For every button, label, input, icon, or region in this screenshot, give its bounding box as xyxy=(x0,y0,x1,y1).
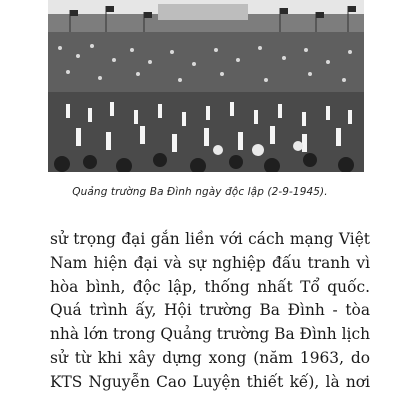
body-line: nhà lớn trong Quảng trường Ba Đình lịch xyxy=(50,325,370,344)
body-line: Nam hiện đại và sự nghiệp đấu tranh vì xyxy=(50,253,370,272)
photo-caption: Quảng trường Ba Đình ngày độc lập (2-9-1945). xyxy=(72,186,328,198)
body-line: sử trọng đại gắn liền với cách mạng Việt xyxy=(50,230,370,248)
body-line: Quá trình ấy, Hội trường Ba Đình - tòa xyxy=(50,301,370,320)
historical-photo-crowd xyxy=(48,0,364,172)
body-line: KTS Nguyễn Cao Luyện thiết kế), là nơi xyxy=(50,372,370,391)
crowd-photo-illustration xyxy=(48,0,364,172)
body-line: hòa bình, độc lập, thống nhất Tổ quốc. xyxy=(50,277,370,296)
body-line: sử từ khi xây dựng xong (năm 1963, do xyxy=(50,348,370,367)
body-paragraph xyxy=(50,228,370,395)
